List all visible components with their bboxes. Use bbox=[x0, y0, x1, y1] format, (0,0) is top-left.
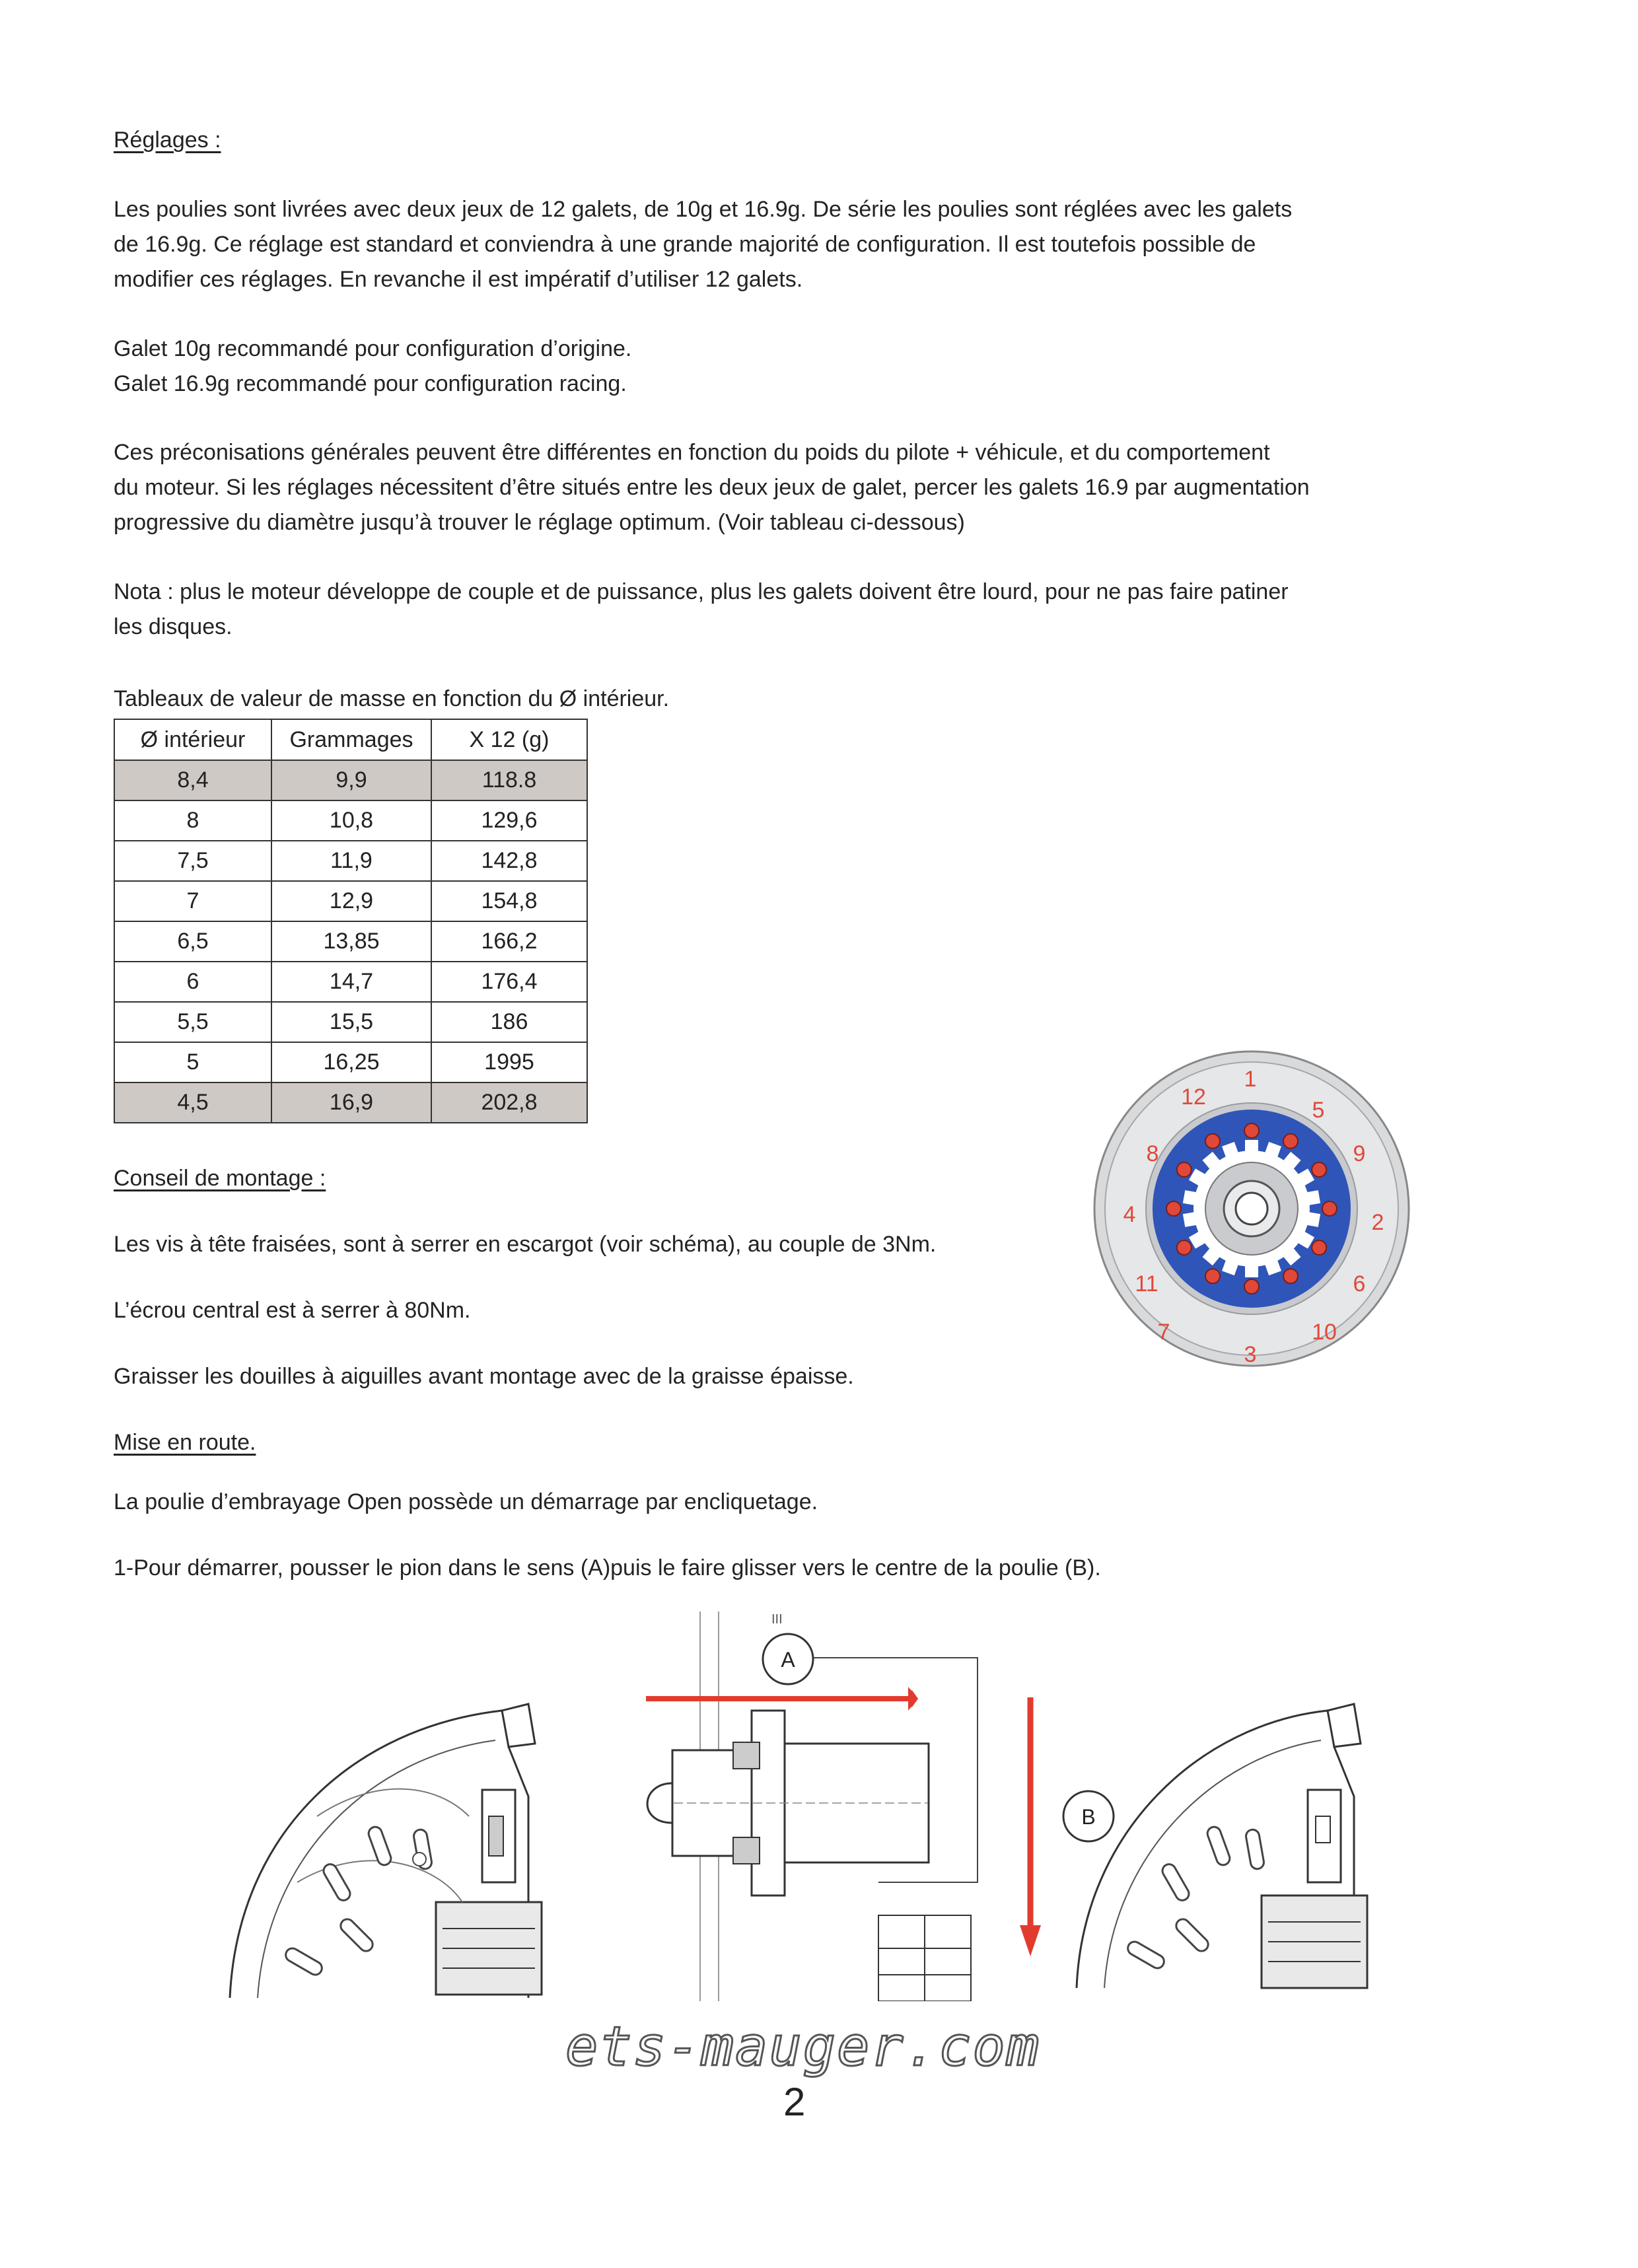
reglages-line-1: Les poulies sont livrées avec deux jeux de 12 galets, de 10g et 16.9g. De série les poulies sont réglées avec les galets bbox=[114, 197, 1293, 222]
preco-line-3: progressive du diamètre jusqu’à trouver le réglage optimum. (Voir tableau ci-dessous) bbox=[114, 510, 965, 535]
nota-paragraph bbox=[114, 575, 1289, 645]
nota-line-2: les disques. bbox=[114, 614, 232, 639]
label-b: B bbox=[1081, 1805, 1096, 1829]
table-row bbox=[114, 962, 587, 1002]
screw-hole bbox=[1322, 1201, 1337, 1216]
table-row bbox=[114, 881, 587, 921]
reglages-paragraph bbox=[114, 192, 1292, 297]
pulley-detail-left bbox=[218, 1664, 561, 2008]
table-header-row bbox=[114, 719, 587, 760]
table-row bbox=[114, 1042, 587, 1082]
table-cell: 154,8 bbox=[431, 881, 587, 921]
arrow-a-icon bbox=[908, 1687, 918, 1711]
marker-label: III bbox=[771, 1612, 783, 1627]
screw-number: 10 bbox=[1312, 1320, 1337, 1345]
screw-number: 1 bbox=[1244, 1067, 1257, 1092]
page-number: 2 bbox=[783, 2080, 806, 2124]
table-row bbox=[114, 1082, 587, 1123]
conseil-title: Conseil de montage : bbox=[114, 1166, 326, 1191]
reglages-title: Réglages : bbox=[114, 127, 221, 153]
table-cell: 16,9 bbox=[271, 1082, 431, 1123]
screw-number: 4 bbox=[1123, 1202, 1136, 1227]
section-view-center bbox=[634, 1605, 1004, 2001]
preco-line-1: Ces préconisations générales peuvent être différentes en fonction du poids du pilote + véhicule, et du comportement bbox=[114, 440, 1270, 465]
table-cell: 12,9 bbox=[271, 881, 431, 921]
mise-line-2: 1-Pour démarrer, pousser le pion dans le sens (A)puis le faire glisser vers le centre de la poulie (B). bbox=[114, 1555, 1101, 1580]
table-row bbox=[114, 760, 587, 800]
table-cell: 8 bbox=[114, 800, 271, 841]
screw-number: 7 bbox=[1157, 1320, 1170, 1345]
table-cell: 10,8 bbox=[271, 800, 431, 841]
screw-hole bbox=[1312, 1240, 1326, 1255]
table-cell: 9,9 bbox=[271, 760, 431, 800]
preconisation-paragraph bbox=[114, 435, 1310, 540]
conseil-line-1: Les vis à tête fraisées, sont à serrer en escargot (voir schéma), au couple de 3Nm. bbox=[114, 1232, 937, 1257]
table-caption: Tableaux de valeur de masse en fonction du Ø intérieur. bbox=[114, 686, 670, 711]
screw-hole bbox=[1283, 1269, 1298, 1283]
table-cell: 4,5 bbox=[114, 1082, 271, 1123]
table-header-cell: X 12 (g) bbox=[431, 719, 587, 760]
table-cell: 202,8 bbox=[431, 1082, 587, 1123]
mise-line-1: La poulie d’embrayage Open possède un démarrage par encliquetage. bbox=[114, 1489, 818, 1514]
screw-hole bbox=[1312, 1162, 1326, 1177]
screw-number: 8 bbox=[1146, 1141, 1159, 1166]
screw-number: 5 bbox=[1312, 1098, 1325, 1123]
table-row bbox=[114, 1002, 587, 1042]
nota-line-1: Nota : plus le moteur développe de couple et de puissance, plus les galets doivent être lourd, pour ne pas faire patiner bbox=[114, 579, 1289, 604]
table-cell: 6,5 bbox=[114, 921, 271, 962]
screw-number: 6 bbox=[1353, 1271, 1366, 1296]
pulley-detail-right bbox=[1044, 1664, 1413, 1995]
screw-number: 12 bbox=[1181, 1084, 1206, 1110]
preco-line-2: du moteur. Si les réglages nécessitent d’être situés entre les deux jeux de galet, percer les galets 16.9 par augmentation bbox=[114, 475, 1310, 500]
table-cell: 5,5 bbox=[114, 1002, 271, 1042]
screw-hole bbox=[1177, 1162, 1192, 1177]
screw-number: 2 bbox=[1371, 1210, 1384, 1235]
screw-hole bbox=[1205, 1269, 1220, 1283]
table-header-cell: Ø intérieur bbox=[114, 719, 271, 760]
screw-hole bbox=[1166, 1201, 1181, 1216]
conseil-line-3: Graisser les douilles à aiguilles avant montage avec de la graisse épaisse. bbox=[114, 1364, 854, 1389]
watermark: ets-mauger.com bbox=[565, 2016, 1041, 2078]
conseil-line-2: L’écrou central est à serrer à 80Nm. bbox=[114, 1298, 471, 1323]
table-cell: 166,2 bbox=[431, 921, 587, 962]
screw-number: 3 bbox=[1244, 1342, 1257, 1367]
screw-hole bbox=[1177, 1240, 1192, 1255]
table-cell: 129,6 bbox=[431, 800, 587, 841]
table-header-cell: Grammages bbox=[271, 719, 431, 760]
reglages-line-3: modifier ces réglages. En revanche il est impératif d’utiliser 12 galets. bbox=[114, 267, 803, 292]
galet-paragraph bbox=[114, 332, 631, 402]
table-cell: 15,5 bbox=[271, 1002, 431, 1042]
mise-title: Mise en route. bbox=[114, 1430, 256, 1455]
pulley-screw-order-diagram bbox=[1090, 1044, 1413, 1374]
table-cell: 186 bbox=[431, 1002, 587, 1042]
galet-line-2: Galet 16.9g recommandé pour configuration racing. bbox=[114, 371, 627, 396]
screw-number: 9 bbox=[1353, 1141, 1366, 1166]
table-cell: 8,4 bbox=[114, 760, 271, 800]
table-row bbox=[114, 841, 587, 881]
screw-number: 11 bbox=[1135, 1271, 1158, 1296]
screw-hole bbox=[1283, 1134, 1298, 1149]
mass-table bbox=[114, 719, 588, 1123]
table-row bbox=[114, 800, 587, 841]
screw-hole bbox=[1244, 1123, 1259, 1138]
reglages-line-2: de 16.9g. Ce réglage est standard et conviendra à une grande majorité de configuration. Il est toutefois possible de bbox=[114, 232, 1256, 257]
screw-hole bbox=[1205, 1134, 1220, 1149]
table-row bbox=[114, 921, 587, 962]
table-cell: 5 bbox=[114, 1042, 271, 1082]
table-cell: 14,7 bbox=[271, 962, 431, 1002]
table-cell: 1995 bbox=[431, 1042, 587, 1082]
table-cell: 7 bbox=[114, 881, 271, 921]
table-cell: 7,5 bbox=[114, 841, 271, 881]
table-cell: 118.8 bbox=[431, 760, 587, 800]
label-a: A bbox=[781, 1648, 795, 1672]
screw-hole bbox=[1244, 1279, 1259, 1294]
table-cell: 11,9 bbox=[271, 841, 431, 881]
table-cell: 142,8 bbox=[431, 841, 587, 881]
galet-line-1: Galet 10g recommandé pour configuration d’origine. bbox=[114, 336, 632, 361]
table-cell: 13,85 bbox=[271, 921, 431, 962]
table-cell: 176,4 bbox=[431, 962, 587, 1002]
table-cell: 6 bbox=[114, 962, 271, 1002]
table-cell: 16,25 bbox=[271, 1042, 431, 1082]
